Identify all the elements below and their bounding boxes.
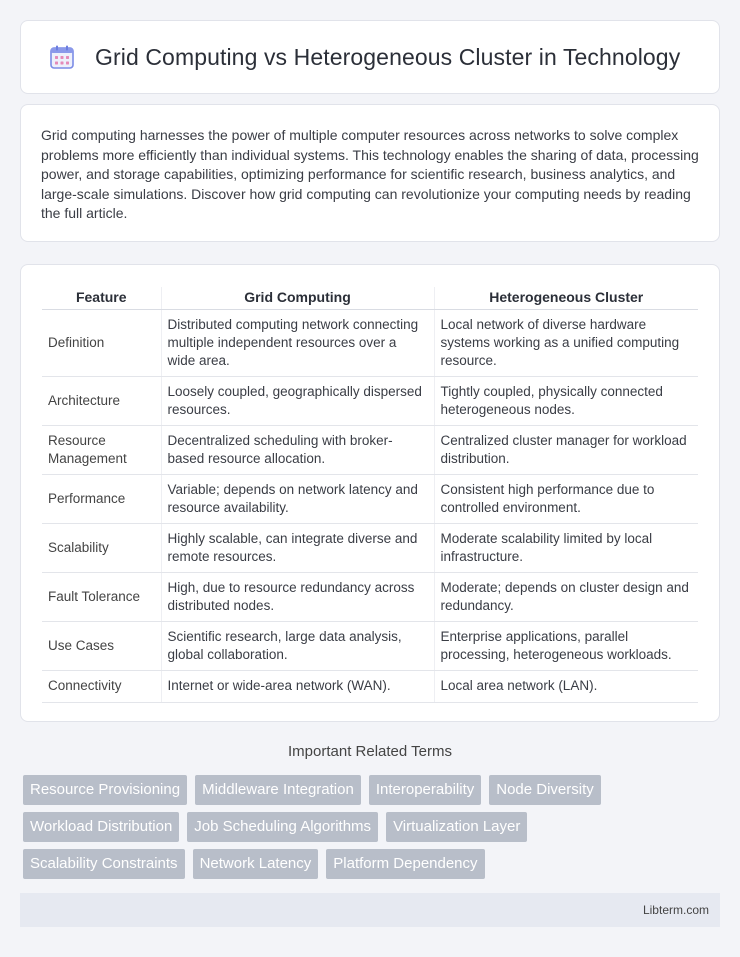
table-row — [42, 376, 698, 425]
table-row — [42, 670, 698, 702]
feature-cell: Resource Management — [42, 425, 161, 474]
cluster-cell: Moderate; depends on cluster design and redundancy. — [434, 572, 698, 621]
feature-cell: Connectivity — [42, 670, 161, 702]
table-row — [42, 572, 698, 621]
feature-cell: Use Cases — [42, 621, 161, 670]
tag-row — [23, 775, 723, 805]
feature-cell: Fault Tolerance — [42, 572, 161, 621]
feature-cell: Performance — [42, 474, 161, 523]
grid-cell: Highly scalable, can integrate diverse and remote resources. — [161, 523, 434, 572]
table-header-row — [42, 287, 698, 309]
term-tag[interactable]: Interoperability — [369, 775, 481, 805]
table-row — [42, 425, 698, 474]
table-row — [42, 309, 698, 376]
column-header: Grid Computing — [161, 287, 434, 309]
term-tag[interactable]: Job Scheduling Algorithms — [187, 812, 378, 842]
related-terms — [23, 775, 723, 886]
title-card — [20, 20, 720, 94]
cluster-cell: Moderate scalability limited by local infrastructure. — [434, 523, 698, 572]
page-title: Grid Computing vs Heterogeneous Cluster in Technology — [95, 43, 681, 70]
intro-text: Grid computing harnesses the power of multiple computer resources across networks to solve complex problems more efficiently than individual systems. This technology enables the sharing of data, processing power, and storage capabilities, optimizing performance for scientific research, business analytics, and large-scale simulations. Discover how grid computing can revolutionize your computing needs by reading the full article. — [41, 127, 699, 221]
column-header: Feature — [42, 287, 161, 309]
table-row — [42, 621, 698, 670]
term-tag[interactable]: Node Diversity — [489, 775, 601, 805]
term-tag[interactable]: Workload Distribution — [23, 812, 179, 842]
feature-cell: Scalability — [42, 523, 161, 572]
cluster-cell: Consistent high performance due to controlled environment. — [434, 474, 698, 523]
grid-cell: High, due to resource redundancy across distributed nodes. — [161, 572, 434, 621]
intro-card — [20, 104, 720, 242]
comparison-table — [42, 287, 698, 703]
term-tag[interactable]: Middleware Integration — [195, 775, 361, 805]
site-link[interactable]: Libterm.com — [642, 903, 709, 917]
tag-row — [23, 849, 723, 879]
cluster-cell: Local network of diverse hardware systems working as a unified computing resource. — [434, 309, 698, 376]
grid-cell: Scientific research, large data analysis, global collaboration. — [161, 621, 434, 670]
cluster-cell: Local area network (LAN). — [434, 670, 698, 702]
grid-cell: Variable; depends on network latency and resource availability. — [161, 474, 434, 523]
grid-cell: Distributed computing network connecting multiple independent resources over a wide area. — [161, 309, 434, 376]
term-tag[interactable]: Resource Provisioning — [23, 775, 187, 805]
feature-cell: Architecture — [42, 376, 161, 425]
cluster-cell: Enterprise applications, parallel processing, heterogeneous workloads. — [434, 621, 698, 670]
comparison-card — [20, 264, 720, 722]
grid-cell: Loosely coupled, geographically dispersed resources. — [161, 376, 434, 425]
grid-cell: Decentralized scheduling with broker-based resource allocation. — [161, 425, 434, 474]
term-tag[interactable]: Network Latency — [193, 849, 319, 879]
cluster-cell: Tightly coupled, physically connected heterogeneous nodes. — [434, 376, 698, 425]
term-tag[interactable]: Virtualization Layer — [386, 812, 527, 842]
tag-row — [23, 812, 723, 842]
table-row — [42, 523, 698, 572]
grid-cell: Internet or wide-area network (WAN). — [161, 670, 434, 702]
footer — [20, 893, 720, 927]
feature-cell: Definition — [42, 309, 161, 376]
table-row — [42, 474, 698, 523]
column-header: Heterogeneous Cluster — [434, 287, 698, 309]
cluster-cell: Centralized cluster manager for workload distribution. — [434, 425, 698, 474]
term-tag[interactable]: Platform Dependency — [326, 849, 484, 879]
related-terms-heading: Important Related Terms — [288, 743, 452, 760]
calendar-grid-icon — [49, 44, 75, 70]
term-tag[interactable]: Scalability Constraints — [23, 849, 185, 879]
